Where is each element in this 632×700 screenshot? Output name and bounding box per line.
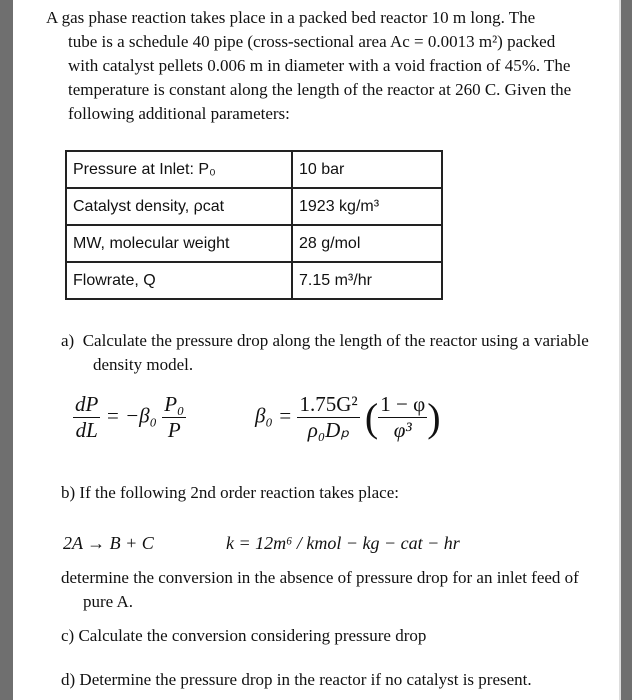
eq1-ratio-num: P₀ xyxy=(164,392,185,416)
table-row xyxy=(66,151,442,188)
parameters-table xyxy=(65,150,443,300)
param-label: Pressure at Inlet: P₀ xyxy=(66,151,292,188)
param-value: 10 bar xyxy=(292,151,442,188)
document-page xyxy=(13,0,621,700)
param-value: 7.15 m³/hr xyxy=(292,262,442,299)
pressure-drop-equation xyxy=(73,392,186,443)
part-a-text: a) Calculate the pressure drop along the length of the reactor using a variable density model. xyxy=(61,331,589,374)
eq1-ratio-den: P xyxy=(167,418,181,442)
table-row xyxy=(66,225,442,262)
param-value: 1923 kg/m³ xyxy=(292,188,442,225)
param-label: Catalyst density, ρcat xyxy=(66,188,292,225)
param-label: MW, molecular weight xyxy=(66,225,292,262)
table-row xyxy=(66,262,442,299)
eq2-numerator: 1.75G² xyxy=(299,392,358,416)
part-c-text: c) Calculate the conversion considering pressure drop xyxy=(61,626,427,645)
beta-equation: β₀ = $\frac{\text{1.75G²}}{\text{ρ₀Dₚ}}$ ( $\frac{1 - \varphi}{\text{φ³}}$ ) xyxy=(255,392,441,442)
intro-rest: tube is a schedule 40 pipe (cross-sectional area Ac = 0.0013 m²) packed with catalyst pellets 0.006 m in diameter with a void fraction of 45%. The temperature is constant along the length of the reactor at 260 C. Given the following additional parameters: xyxy=(68,32,572,123)
part-b-question: determine the conversion in the absence of pressure drop for an inlet feed of pure A. xyxy=(61,568,579,611)
eq2-lhs: β₀ = xyxy=(255,403,293,428)
part-b-text: b) If the following 2nd order reaction takes place: xyxy=(61,483,399,502)
part-d-text: d) Determine the pressure drop in the reactor if no catalyst is present. xyxy=(61,670,532,689)
rate-constant: k = 12m⁶ / kmol − kg − cat − hr xyxy=(226,533,460,553)
table-row xyxy=(66,188,442,225)
param-label: Flowrate, Q xyxy=(66,262,292,299)
eq2-paren-den: φ³ xyxy=(393,418,412,442)
eq1-denominator: dL xyxy=(75,418,98,442)
eq1-numerator: dP xyxy=(75,392,99,416)
eq1-rhs: = −β₀ xyxy=(105,403,157,428)
reaction-equation: 2A → B + C xyxy=(63,533,154,553)
eq2-paren-num: 1 − φ xyxy=(380,392,426,416)
intro-first-line: A gas phase reaction takes place in a packed bed reactor 10 m long. The xyxy=(46,8,536,27)
problem-intro xyxy=(46,6,586,126)
eq2-denominator: ρ₀Dₚ xyxy=(307,418,350,442)
param-value: 28 g/mol xyxy=(292,225,442,262)
